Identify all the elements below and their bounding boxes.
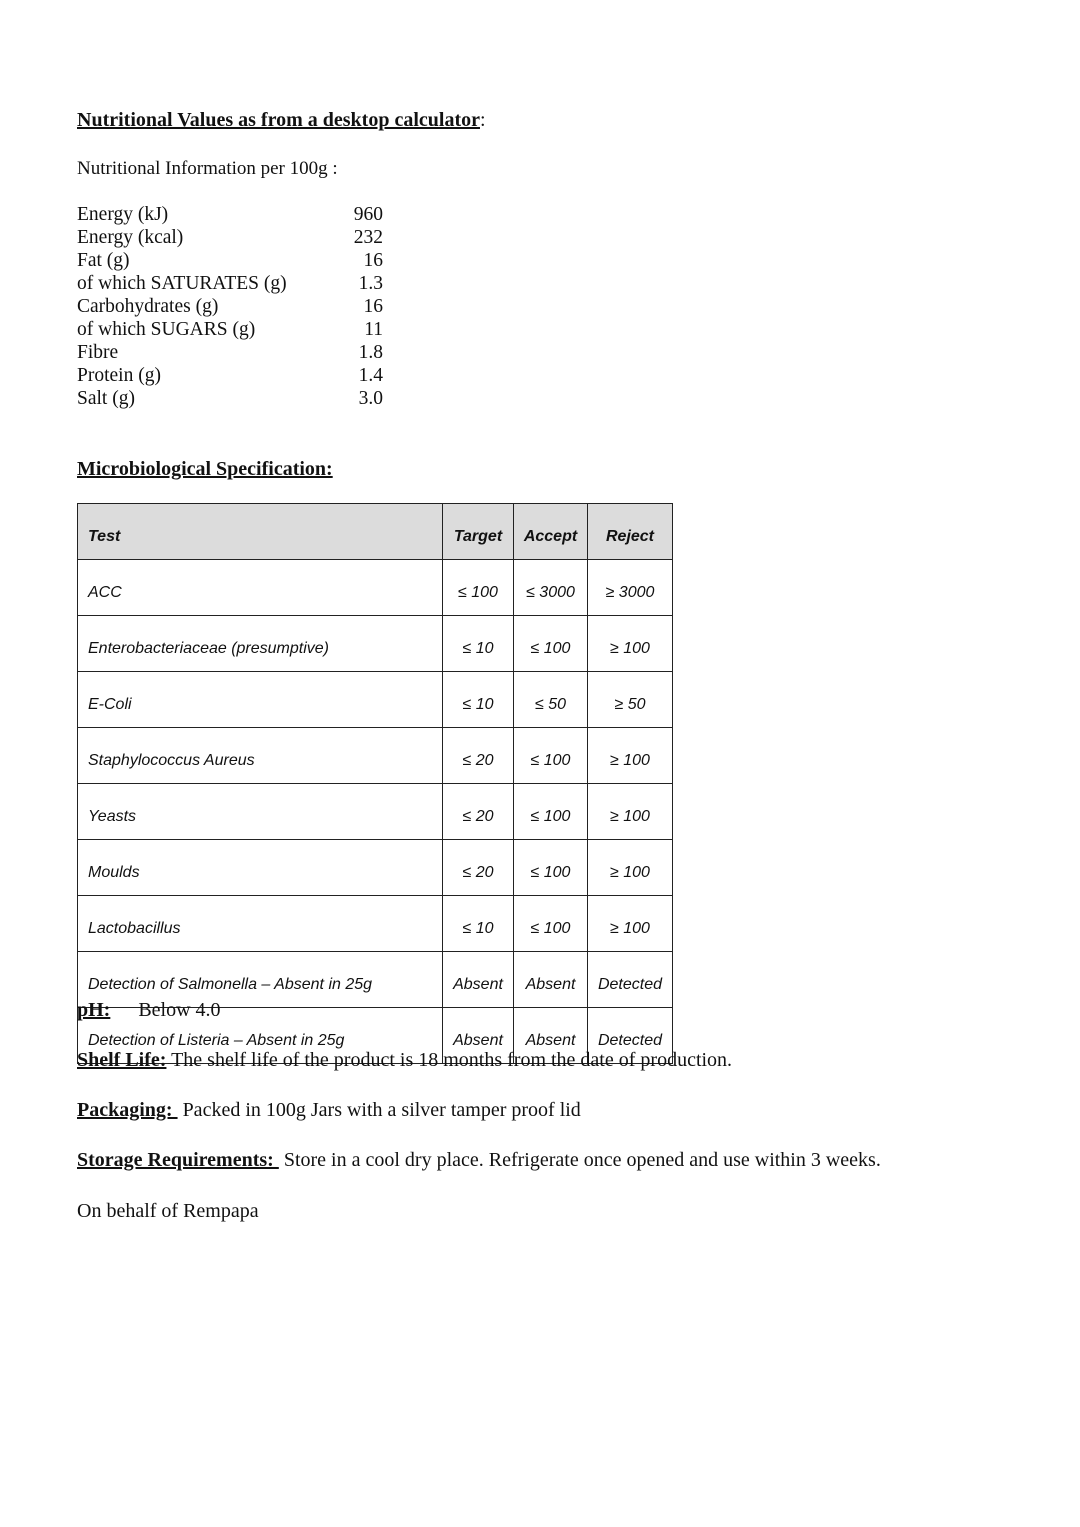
table-row <box>78 616 673 672</box>
packaging-line <box>77 1099 581 1122</box>
nutritional-values-heading <box>77 109 486 132</box>
header-accept: Accept <box>514 504 588 560</box>
cell-target: ≤ 10 <box>443 672 514 728</box>
nutrition-row <box>77 226 397 249</box>
nutritional-values-title: Nutritional Values as from a desktop calculator <box>77 109 480 131</box>
cell-reject: ≥ 50 <box>588 672 673 728</box>
cell-target: ≤ 10 <box>443 616 514 672</box>
cell-target: ≤ 100 <box>443 560 514 616</box>
table-row <box>78 672 673 728</box>
cell-accept: ≤ 3000 <box>514 560 588 616</box>
header-target: Target <box>443 504 514 560</box>
table-row <box>78 560 673 616</box>
nutrition-value: 11 <box>364 319 383 340</box>
cell-reject: ≥ 100 <box>588 616 673 672</box>
table-row <box>78 784 673 840</box>
cell-reject: ≥ 100 <box>588 728 673 784</box>
micro-spec-title: Microbiological Specification: <box>77 458 333 480</box>
nutrition-label: of which SATURATES (g) <box>77 273 287 294</box>
cell-accept: ≤ 100 <box>514 896 588 952</box>
cell-reject: Detected <box>588 952 673 1008</box>
cell-accept: ≤ 100 <box>514 616 588 672</box>
nutritional-values-title-suffix: : <box>479 109 486 131</box>
cell-test: Moulds <box>78 840 443 896</box>
nutrition-row <box>77 387 397 410</box>
shelf-life-label: Shelf Life: <box>77 1049 167 1071</box>
cell-test: E-Coli <box>78 672 443 728</box>
storage-label: Storage Requirements: <box>77 1149 279 1171</box>
nutrition-row <box>77 295 397 318</box>
storage-line <box>77 1149 881 1172</box>
header-test: Test <box>78 504 443 560</box>
nutrition-value: 960 <box>353 204 383 225</box>
micro-spec-heading <box>77 458 333 481</box>
cell-reject: ≥ 100 <box>588 840 673 896</box>
ph-value: Below 4.0 <box>138 999 221 1021</box>
cell-reject: Detected <box>588 1008 673 1064</box>
nutrition-row <box>77 341 397 364</box>
cell-target: ≤ 20 <box>443 728 514 784</box>
shelf-life-line <box>77 1049 732 1072</box>
nutritional-info-subtitle: Nutritional Information per 100g : <box>77 158 338 179</box>
cell-test: ACC <box>78 560 443 616</box>
nutrition-value: 16 <box>363 250 383 271</box>
nutrition-row <box>77 272 397 295</box>
nutrition-label: Carbohydrates (g) <box>77 296 219 317</box>
cell-target: ≤ 20 <box>443 784 514 840</box>
nutrition-value: 3.0 <box>358 388 383 409</box>
table-row <box>78 896 673 952</box>
cell-accept: ≤ 100 <box>514 784 588 840</box>
nutrition-row <box>77 364 397 387</box>
cell-test: Enterobacteriaceae (presumptive) <box>78 616 443 672</box>
nutrition-value: 232 <box>353 227 383 248</box>
nutrition-label: Fibre <box>77 342 119 363</box>
cell-target: ≤ 20 <box>443 840 514 896</box>
nutrition-label: Fat (g) <box>77 250 130 271</box>
nutrition-label: Energy (kcal) <box>77 227 184 248</box>
header-reject: Reject <box>588 504 673 560</box>
ph-line <box>77 999 221 1022</box>
nutrition-label: of which SUGARS (g) <box>77 319 256 340</box>
cell-reject: ≥ 100 <box>588 896 673 952</box>
table-row <box>78 840 673 896</box>
table-header-row <box>78 504 673 560</box>
on-behalf-text: On behalf of Rempapa <box>77 1200 259 1222</box>
cell-reject: ≥ 3000 <box>588 560 673 616</box>
cell-test: Lactobacillus <box>78 896 443 952</box>
ph-label: pH: <box>77 999 111 1021</box>
nutrition-label: Protein (g) <box>77 365 161 386</box>
nutrition-value: 1.3 <box>358 273 383 294</box>
cell-accept: Absent <box>514 952 588 1008</box>
nutrition-value: 16 <box>363 296 383 317</box>
cell-accept: ≤ 50 <box>514 672 588 728</box>
cell-accept: ≤ 100 <box>514 728 588 784</box>
cell-test: Detection of Salmonella – Absent in 25g <box>78 952 443 1008</box>
cell-test: Detection of Listeria – Absent in 25g <box>78 1008 443 1064</box>
cell-test: Yeasts <box>78 784 443 840</box>
cell-accept: ≤ 100 <box>514 840 588 896</box>
micro-spec-table <box>77 503 673 1064</box>
nutrition-row <box>77 249 397 272</box>
cell-test: Staphylococcus Aureus <box>78 728 443 784</box>
nutrition-value: 1.8 <box>358 342 383 363</box>
packaging-label: Packaging: <box>77 1099 178 1121</box>
cell-reject: ≥ 100 <box>588 784 673 840</box>
cell-target: ≤ 10 <box>443 896 514 952</box>
shelf-life-value: The shelf life of the product is 18 months from the date of production. <box>166 1049 733 1071</box>
packaging-value: Packed in 100g Jars with a silver tamper proof lid <box>177 1099 581 1121</box>
cell-target: Absent <box>443 952 514 1008</box>
nutrition-value: 1.4 <box>358 365 383 386</box>
table-row <box>78 728 673 784</box>
nutrition-label: Energy (kJ) <box>77 204 169 225</box>
nutrition-row <box>77 203 397 226</box>
nutrition-row <box>77 318 397 341</box>
storage-value: Store in a cool dry place. Refrigerate once opened and use within 3 weeks. <box>278 1149 881 1171</box>
cell-accept: Absent <box>514 1008 588 1064</box>
nutrition-label: Salt (g) <box>77 388 135 409</box>
cell-target: Absent <box>443 1008 514 1064</box>
